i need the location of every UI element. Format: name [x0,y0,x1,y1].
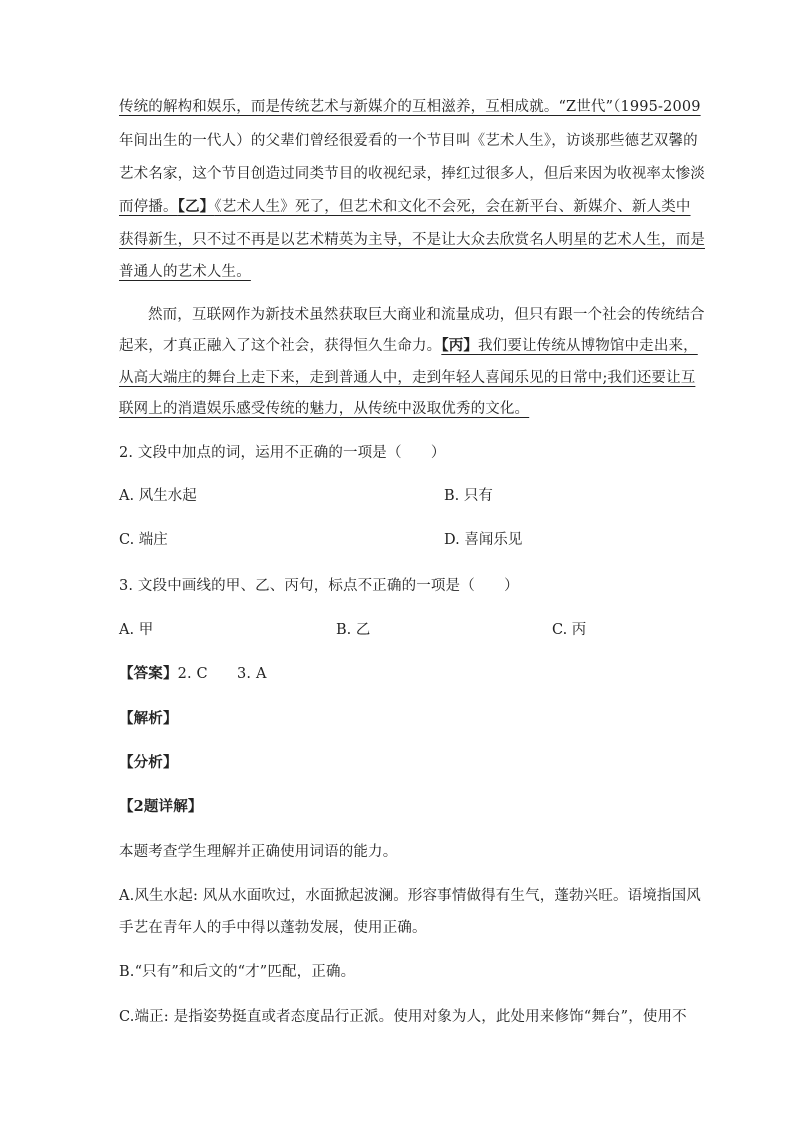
detail-intro: 本题考查学生理解并正确使用词语的能力。 [119,844,398,860]
para1-text-6: 普通人的艺术人生。 [119,264,251,280]
question2-option-a: A. 风生水起 [119,488,197,504]
para1-line-3: 艺术名家，这个节目创造过同类节目的收视纪录，捧红过很多人，但后来因为收视率太惨淡 [119,166,705,182]
para1-text-1: 传统的解构和娱乐，而是传统艺术与新媒介的互相滋养，互相成就。“Z世代”（1995-2009 [119,99,701,115]
analysis-heading: 【解析】 [119,710,178,727]
marker-yi: 【乙】 [177,198,215,215]
para2-line-2 [119,336,698,356]
para1-line-2: 年间出生的一代人）的父辈们曾经很爱看的一个节目叫《艺术人生》，访谈那些德艺双馨的 [119,133,698,149]
question3-option-c: C. 丙 [552,622,587,638]
para1-line-1 [119,97,701,117]
para2-text-2b: 我们要让传统从博物馆中走出来， [478,338,698,354]
question3-stem: 3. 文段中画线的甲、乙、丙句，标点不正确的一项是（ ） [119,578,519,594]
explanation-line-3: B.“只有”和后文的“才”匹配，正确。 [119,964,356,980]
answer-label: 【答案】 [119,665,178,682]
analysis-subheading: 【分析】 [119,754,178,771]
para1-line-5 [119,230,705,250]
answer-line [119,664,267,684]
para1-line-6 [119,262,251,282]
explanation-line-2: 手艺在青年人的手中得以蓬勃发展，使用正确。 [119,920,427,936]
para2-line-1: 然而，互联网作为新技术虽然获取巨大商业和流量成功，但只有跟一个社会的传统结合 [148,307,705,323]
para2-line-4 [119,399,529,419]
question2-option-d: D. 喜闻乐见 [444,532,523,548]
marker-bing: 【丙】 [441,337,479,354]
para2-line-3 [119,368,695,388]
detail-heading: 【2题详解】 [119,798,203,815]
para2-text-2a: 起来，才真正融入了这个社会，获得恒久生命力。 [119,338,442,354]
para1-text-4a: 而停播。 [119,199,178,215]
question3-option-a: A. 甲 [119,622,154,638]
para2-text-4: 联网上的消遣娱乐感受传统的魅力，从传统中汲取优秀的文化。 [119,401,530,417]
para1-text-5: 获得新生，只不过不再是以艺术精英为主导，不是让大众去欣赏名人明星的艺术人生，而是 [119,232,705,248]
question2-stem: 2. 文段中加点的词，运用不正确的一项是（ ） [119,445,446,461]
explanation-line-1: A.风生水起: 风从水面吹过，水面掀起波澜。形容事情做得有生气，蓬勃兴旺。语境指国风 [119,888,701,904]
para2-text-3: 从高大端庄的舞台上走下来，走到普通人中，走到年轻人喜闻乐见的日常中;我们还要让互 [119,370,696,386]
explanation-line-4: C.端正: 是指姿势挺直或者态度品行正派。使用对象为人，此处用来修饰“舞台”，使用不 [119,1009,687,1025]
para1-line-4 [119,197,691,217]
answer-value: 2. C 3. A [177,666,267,682]
question3-option-b: B. 乙 [336,622,371,638]
question2-option-c: C. 端庄 [119,532,168,548]
para1-text-4b: 《艺术人生》死了，但艺术和文化不会死，会在新平台、新媒介、新人类中 [214,199,691,215]
question2-option-b: B. 只有 [444,488,493,504]
